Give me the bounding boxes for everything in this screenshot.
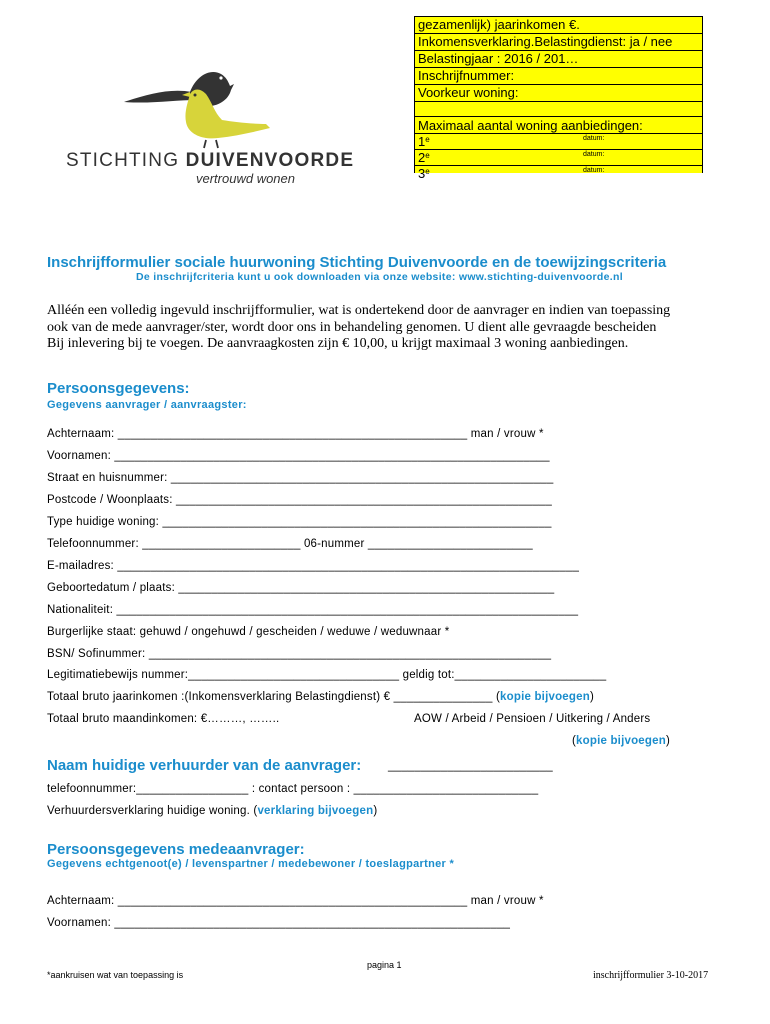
infobox-income: gezamenlijk) jaarinkomen €. [415,17,702,34]
section-personal-title: Persoonsgegevens: [47,380,190,397]
section-coapplicant-subtitle: Gegevens echtgenoot(e) / levenspartner / medebewoner / toeslagpartner * [47,858,455,870]
field-current-housing[interactable]: Type huidige woning: ___________________________________________________________ [47,516,552,528]
field-coapplicant-surname[interactable]: Achternaam: _____________________________________________________ man / vrouw * [47,895,544,907]
document-version: inschrijfformulier 3-10-2017 [593,970,709,981]
infobox-registration-number: Inschrijfnummer: [415,68,702,85]
attach-copy-link-2: kopie bijvoegen [576,735,666,747]
intro-line-1: Alléén een volledig ingevuld inschrijfformulier, wat is ondertekend door de aanvrager en indien van toepassing [47,303,671,318]
offer-suffix: e [425,167,430,176]
landlord-name-field[interactable]: _________________________ [388,760,553,772]
annual-income-label: Totaal bruto jaarinkomen :(Inkomensverklaring Belastingdienst) € _______________ ( [47,691,501,703]
section-landlord-title: Naam huidige verhuurder van de aanvrager: [47,757,362,774]
field-id-number[interactable]: Legitimatiebewijs nummer:________________________________ geldig tot:_______________________ [47,669,607,681]
infobox-blank-row [415,102,702,117]
footnote: *aankruisen wat van toepassing is [47,970,184,980]
field-monthly-income[interactable]: Totaal bruto maandinkomen: €………, …….. [47,713,280,725]
logo-tagline: vertrouwd wonen [196,171,295,186]
infobox-max-offers: Maximaal aantal woning aanbiedingen: [415,117,702,134]
field-annual-income[interactable] [47,691,594,703]
offer-number: 2 [418,150,426,165]
attach-copy-note [572,735,670,747]
field-email[interactable]: E-mailadres: ______________________________________________________________________ [47,560,580,572]
infobox-offer-3 [415,166,702,182]
info-box [414,16,703,181]
offer-number: 3 [418,166,426,181]
close-paren: ) [665,735,670,747]
field-nationality[interactable]: Nationaliteit: ______________________________________________________________________ [47,604,579,616]
field-surname[interactable]: Achternaam: _____________________________________________________ man / vrouw * [47,428,544,440]
dark-bird-icon [124,72,234,118]
field-marital-status[interactable]: Burgerlijke staat: gehuwd / ongehuwd / gescheiden / weduwe / weduwnaar * [47,626,450,638]
page-number: pagina 1 [367,960,402,970]
attach-statement-link: verklaring bijvoegen [257,805,374,817]
logo-name-part1: STICHTING [66,150,186,171]
infobox-offer-1 [415,134,702,150]
offer-suffix: e [425,135,430,144]
intro-line-2: ook van de mede aanvrager/ster, wordt door ons in behandeling genomen. U dient alle gevraagde bescheiden [47,320,657,335]
offer-suffix: e [425,151,430,160]
field-postcode-city[interactable]: Postcode / Woonplaats: _________________________________________________________ [47,494,553,506]
infobox-offer-2 [415,150,702,166]
attach-copy-link: kopie bijvoegen [500,691,590,703]
datum-label: datum: [583,135,605,142]
field-bsn[interactable]: BSN/ Sofinummer: _____________________________________________________________ [47,648,552,660]
datum-label: datum: [583,167,605,174]
close-paren: ) [589,691,594,703]
logo-wordmark [66,150,354,172]
logo-birds-icon [118,62,278,150]
download-note: De inschrijfcriteria kunt u ook downloaden via onze website: www.stichting-duivenvoorde.nl [136,271,623,283]
section-personal-subtitle: Gegevens aanvrager / aanvraagster: [47,399,247,411]
infobox-preference: Voorkeur woning: [415,85,702,102]
field-first-names[interactable]: Voornamen: __________________________________________________________________ [47,450,550,462]
field-street[interactable]: Straat en huisnummer: __________________________________________________________ [47,472,554,484]
section-coapplicant-title: Persoonsgegevens medeaanvrager: [47,841,305,858]
field-coapplicant-first-names[interactable]: Voornamen: ____________________________________________________________ [47,917,511,929]
landlord-statement-label: Verhuurdersverklaring huidige woning. ( [47,805,258,817]
logo-name-part2: DUIVENVOORDE [185,150,355,171]
page-title: Inschrijfformulier sociale huurwoning Stichting Duivenvoorde en de toewijzingscriteria [47,254,667,271]
field-landlord-phone[interactable]: telefoonnummer:_________________ : contact persoon : ____________________________ [47,783,539,795]
income-types: AOW / Arbeid / Pensioen / Uitkering / Anders [414,713,651,725]
infobox-tax-year: Belastingjaar : 2016 / 201… [415,51,702,68]
open-paren: ( [572,735,577,747]
close-paren: ) [373,805,378,817]
intro-line-3: Bij inlevering bij te voegen. De aanvraagkosten zijn € 10,00, u krijgt maximaal 3 woning aanbiedingen. [47,336,629,351]
infobox-declaration: Inkomensverklaring.Belastingdienst: ja / nee [415,34,702,51]
landlord-statement [47,805,377,817]
datum-label: datum: [583,151,605,158]
field-birth[interactable]: Geboortedatum / plaats: _________________________________________________________ [47,582,555,594]
field-phone[interactable]: Telefoonnummer: ________________________ 06-nummer _________________________ [47,538,533,550]
offer-number: 1 [418,134,426,149]
